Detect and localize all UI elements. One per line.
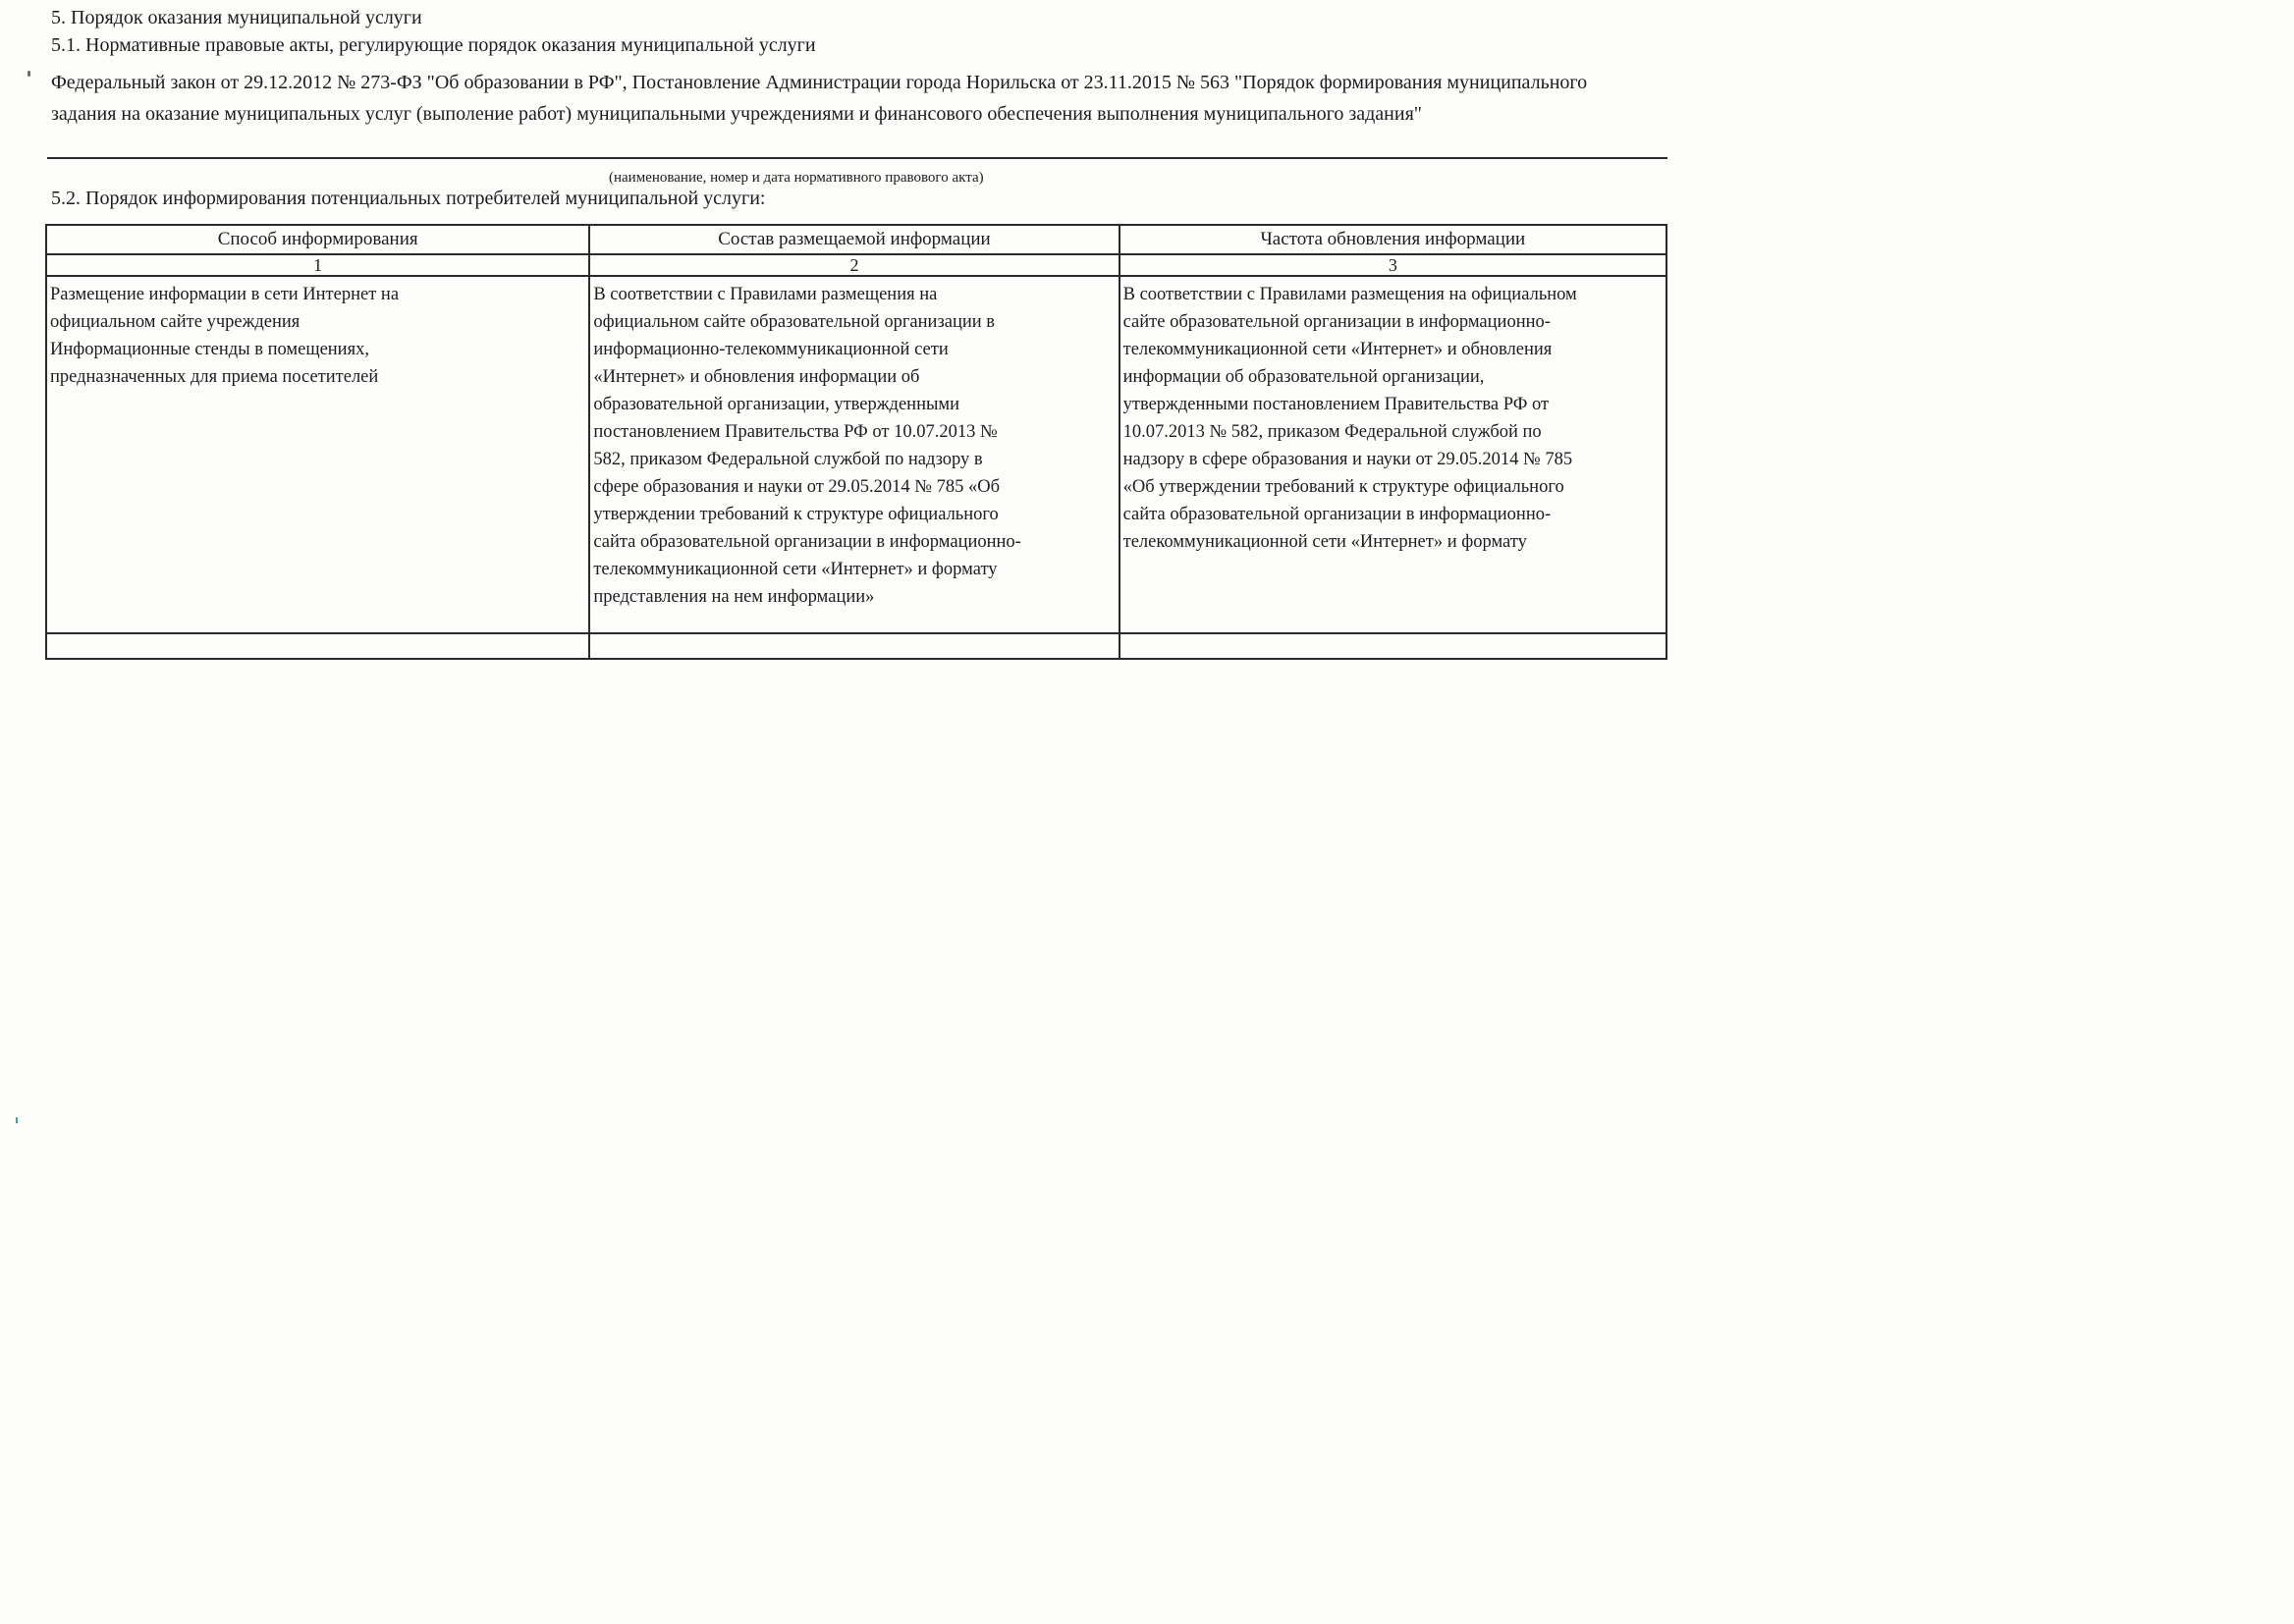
legal-acts-caption: (наименование, номер и дата нормативного правового акта) bbox=[609, 170, 984, 186]
content-line: образовательной организации, утвержденными bbox=[593, 395, 960, 414]
scan-margin-mark bbox=[27, 71, 30, 77]
table-row bbox=[46, 276, 1666, 633]
frequency-line: информации об образовательной организации, bbox=[1122, 367, 1485, 387]
column-number-1: 1 bbox=[46, 254, 589, 276]
header-method: Способ информирования bbox=[46, 225, 589, 254]
empty-cell bbox=[46, 633, 589, 659]
method-line: Размещение информации в сети Интернет на bbox=[50, 285, 400, 304]
column-number-2: 2 bbox=[589, 254, 1119, 276]
content-line: «Интернет» и обновления информации об bbox=[593, 367, 920, 387]
content-line: сайта образовательной организации в информационно- bbox=[593, 532, 1021, 552]
legal-acts-line-1: Федеральный закон от 29.12.2012 № 273-ФЗ "Об образовании в РФ", Постановление Администрации города Норильска от 23.11.2015 № 563 "Порядок формирования муниципального bbox=[51, 72, 1588, 93]
table-number-row bbox=[46, 254, 1666, 276]
frequency-line: 10.07.2013 № 582, приказом Федеральной службой по bbox=[1122, 422, 1542, 442]
method-cell bbox=[46, 276, 589, 633]
content-line: официальном сайте образовательной организации в bbox=[593, 312, 996, 332]
frequency-line: В соответствии с Правилами размещения на официальном bbox=[1122, 285, 1577, 304]
column-number-3: 3 bbox=[1120, 254, 1666, 276]
legal-acts-underline bbox=[47, 157, 1667, 159]
header-content: Состав размещаемой информации bbox=[589, 225, 1119, 254]
empty-cell bbox=[589, 633, 1119, 659]
section-5-1-heading: 5.1. Нормативные правовые акты, регулирующие порядок оказания муниципальной услуги bbox=[51, 34, 816, 56]
content-line: В соответствии с Правилами размещения на bbox=[593, 285, 938, 304]
information-table bbox=[45, 224, 1667, 660]
frequency-line: надзору в сфере образования и науки от 29.05.2014 № 785 bbox=[1122, 450, 1573, 469]
method-line: официальном сайте учреждения bbox=[50, 312, 300, 332]
frequency-line: утвержденными постановлением Правительства РФ от bbox=[1122, 395, 1550, 414]
frequency-line: «Об утверждении требований к структуре официального bbox=[1122, 477, 1564, 497]
content-line: утверждении требований к структуре официального bbox=[593, 505, 999, 524]
table-header-row bbox=[46, 225, 1666, 254]
method-line: Информационные стенды в помещениях, bbox=[50, 340, 369, 359]
frequency-line: сайте образовательной организации в информационно- bbox=[1122, 312, 1551, 332]
empty-cell bbox=[1120, 633, 1666, 659]
frequency-line: телекоммуникационной сети «Интернет» и формату bbox=[1122, 532, 1527, 552]
content-line: информационно-телекоммуникационной сети bbox=[593, 340, 949, 359]
table-empty-row bbox=[46, 633, 1666, 659]
header-frequency: Частота обновления информации bbox=[1120, 225, 1666, 254]
frequency-cell bbox=[1120, 276, 1666, 633]
content-line: телекоммуникационной сети «Интернет» и формату bbox=[593, 560, 998, 579]
content-line: сфере образования и науки от 29.05.2014 № 785 «Об bbox=[593, 477, 1000, 497]
content-line: представления на нем информации» bbox=[593, 587, 875, 607]
frequency-line: телекоммуникационной сети «Интернет» и обновления bbox=[1122, 340, 1553, 359]
method-line: предназначенных для приема посетителей bbox=[50, 367, 379, 387]
legal-acts-line-2: задания на оказание муниципальных услуг (выполение работ) муниципальными учреждениями и финансового обеспечения выполнения муниципального задания" bbox=[51, 103, 1422, 125]
content-cell bbox=[589, 276, 1119, 633]
scan-margin-speck bbox=[16, 1117, 18, 1123]
section-5-heading: 5. Порядок оказания муниципальной услуги bbox=[51, 7, 422, 28]
section-5-2-heading: 5.2. Порядок информирования потенциальных потребителей муниципальной услуги: bbox=[51, 188, 766, 209]
content-line: постановлением Правительства РФ от 10.07.2013 № bbox=[593, 422, 998, 442]
content-line: 582, приказом Федеральной службой по надзору в bbox=[593, 450, 983, 469]
frequency-line: сайта образовательной организации в информационно- bbox=[1122, 505, 1552, 524]
